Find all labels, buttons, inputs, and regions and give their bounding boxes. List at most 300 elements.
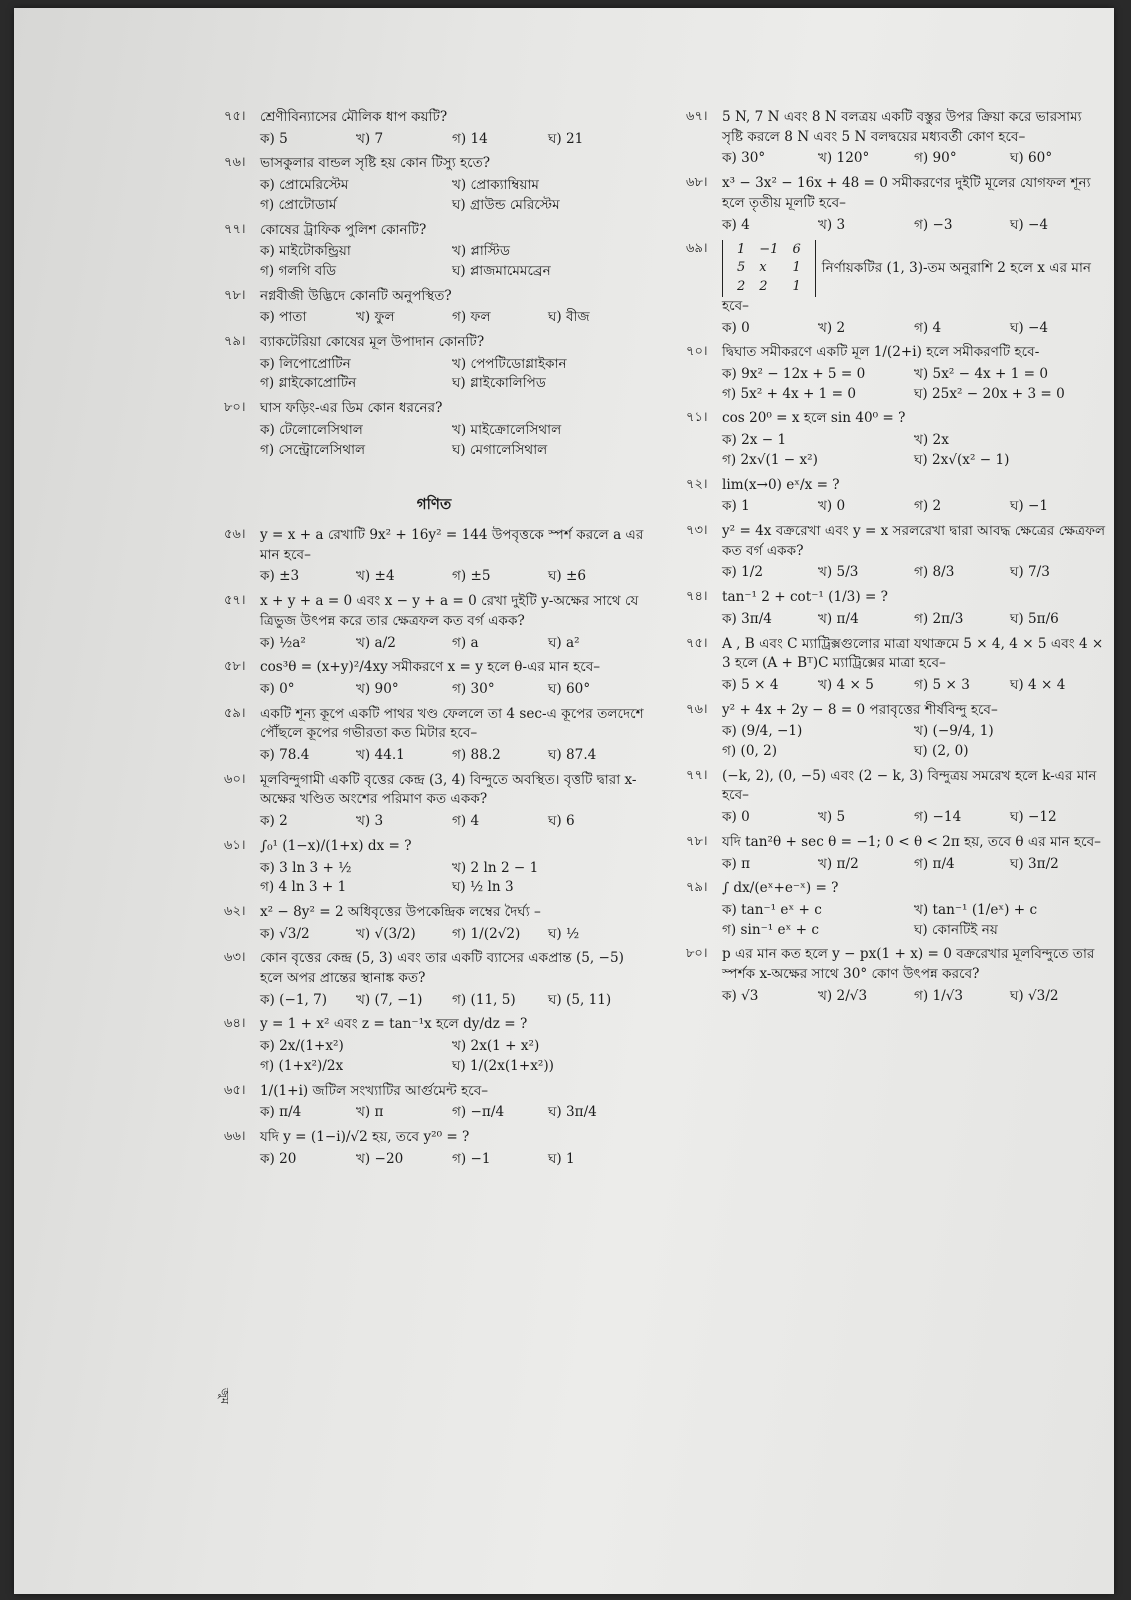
answer-option: গ) 14 bbox=[452, 130, 488, 147]
matrix-cell: 1 bbox=[792, 260, 801, 276]
question-text: (−k, 2), (0, −5) এবং (2 − k, 3) বিন্দুত্রয় সমরেখ হলে k-এর মান হবে– bbox=[722, 767, 1097, 804]
answer-option: ঘ) −12 bbox=[1010, 809, 1057, 826]
question-body bbox=[722, 409, 1106, 429]
question-number: ৭৮। bbox=[224, 287, 246, 303]
answer-option: ক) 0 bbox=[722, 809, 750, 826]
question-text: y = x + a রেখাটি 9x² + 16y² = 144 উপবৃত্তকে স্পর্শ করলে a এর মান হবে– bbox=[260, 527, 644, 563]
option-list bbox=[224, 1037, 644, 1076]
biology-question-list bbox=[224, 108, 644, 460]
determinant-matrix bbox=[722, 240, 816, 297]
question-text: y = 1 + x² এবং z = tan⁻¹x হলে dy/dz = ? bbox=[260, 1016, 528, 1033]
question bbox=[686, 240, 1106, 338]
answer-option: ক) প্রোমেরিস্টেম bbox=[260, 177, 349, 194]
question-stem bbox=[224, 526, 644, 565]
answer-option: ক) 0 bbox=[722, 319, 750, 336]
answer-option: গ) 8/3 bbox=[914, 564, 955, 581]
question-number: ৬০। bbox=[224, 771, 246, 787]
question-body bbox=[722, 833, 1106, 853]
answer-option: খ) প্লাস্টিড bbox=[452, 243, 511, 260]
answer-option: গ) 2π/3 bbox=[914, 610, 964, 627]
question-text: x + y + a = 0 এবং x − y + a = 0 রেখা দুইটি y-অক্ষের সাথে যে ত্রিভুজ উৎপন্ন করে তার ক্ষেত্রফল কত বর্গ একক? bbox=[260, 593, 639, 629]
question-stem bbox=[224, 287, 644, 307]
question-body bbox=[260, 592, 644, 631]
question-number: ৫৯। bbox=[224, 705, 246, 721]
answer-option: খ) 2 ln 2 − 1 bbox=[452, 859, 539, 876]
matrix-cell: 1 bbox=[737, 242, 746, 258]
answer-option: ক) π bbox=[722, 855, 751, 872]
question-text: কোষের ট্রাফিক পুলিশ কোনটি? bbox=[260, 221, 427, 238]
question-text: ভাসকুলার বান্ডল সৃষ্টি হয় কোন টিস্যু হতে? bbox=[260, 155, 491, 172]
answer-option: ঘ) গ্লাইকোলিপিড bbox=[452, 375, 546, 392]
answer-option: গ) (11, 5) bbox=[452, 991, 516, 1008]
matrix-cell: 5 bbox=[737, 260, 746, 276]
question-number: ৭৬। bbox=[224, 155, 246, 171]
answer-option: খ) 3 bbox=[356, 813, 384, 830]
question-body bbox=[722, 767, 1106, 806]
question-text: কোন বৃত্তের কেন্দ্র (5, 3) এবং তার একটি ব্যাসের একপ্রান্ত (5, −5) হলে অপর প্রান্তের স্থানাঙ্ক কত? bbox=[260, 950, 624, 987]
question-body bbox=[260, 333, 644, 353]
question-stem bbox=[224, 771, 644, 810]
answer-option: ক) 2x/(1+x²) bbox=[260, 1038, 344, 1055]
answer-option: ক) √3/2 bbox=[260, 925, 310, 942]
option-list bbox=[224, 1103, 644, 1123]
question bbox=[224, 1082, 644, 1123]
option-list bbox=[224, 355, 644, 394]
answer-option: ঘ) কোনটিই নয় bbox=[914, 921, 998, 938]
question-text: ঘাস ফড়িং-এর ডিম কোন ধরনের? bbox=[260, 400, 443, 417]
question-number: ৮০। bbox=[686, 946, 708, 962]
answer-option: ক) লিপোপ্রোটিন bbox=[260, 355, 351, 372]
answer-option: খ) 2 bbox=[818, 319, 846, 336]
question-text: যদি tan²θ + sec θ = −1; 0 < θ < 2π হয়, তবে θ এর মান হবে– bbox=[722, 833, 1101, 850]
question-number: ৭১। bbox=[686, 410, 708, 426]
question-body bbox=[260, 658, 644, 678]
option-list bbox=[686, 610, 1106, 630]
option-list bbox=[686, 216, 1106, 236]
answer-option: খ) √(3/2) bbox=[356, 925, 416, 942]
question-number: ৮০। bbox=[224, 400, 246, 416]
answer-option: ঘ) 21 bbox=[548, 130, 584, 147]
question bbox=[224, 108, 644, 149]
question-text: নগ্নবীজী উদ্ভিদে কোনটি অনুপস্থিত? bbox=[260, 287, 452, 304]
answer-option: খ) ±4 bbox=[356, 568, 395, 585]
question-stem bbox=[224, 154, 644, 174]
question-stem bbox=[224, 658, 644, 678]
question-text: মূলবিন্দুগামী একটি বৃত্তের কেন্দ্র (3, 4) বিন্দুতে অবস্থিত। বৃত্তটি দ্বারা x-অক্ষের খণ্ডিত অংশের পরিমাণ কত একক? bbox=[260, 771, 637, 808]
answer-option: ক) 20 bbox=[260, 1150, 297, 1167]
answer-option: ঘ) a² bbox=[548, 634, 580, 651]
question-number: ৬৩। bbox=[224, 950, 246, 966]
question-number: ৬৪। bbox=[224, 1016, 246, 1032]
answer-option: ক) 0° bbox=[260, 680, 295, 697]
matrix-cell: 2 bbox=[737, 278, 746, 294]
answer-option: ক) 30° bbox=[722, 150, 766, 167]
question-stem bbox=[686, 879, 1106, 899]
option-list bbox=[224, 991, 644, 1011]
question-stem bbox=[686, 522, 1106, 561]
question-body bbox=[260, 1015, 644, 1035]
answer-option: খ) 4 × 5 bbox=[818, 676, 874, 693]
answer-option: গ) 1/√3 bbox=[914, 987, 964, 1004]
question-text: p এর মান কত হলে y − px(1 + x) = 0 বক্ররেখার মূলবিন্দুতে তার স্পর্শক x-অক্ষের সাথে 30° কোণ উৎপন্ন করবে? bbox=[722, 946, 1095, 983]
answer-option: ক) পাতা bbox=[260, 309, 307, 326]
math-question-list bbox=[224, 526, 644, 1169]
question-body bbox=[722, 701, 1106, 721]
question-body bbox=[260, 221, 644, 241]
question bbox=[686, 476, 1106, 517]
question-body bbox=[722, 174, 1106, 213]
option-list bbox=[686, 987, 1106, 1007]
question bbox=[686, 833, 1106, 874]
right-column bbox=[686, 108, 1106, 1011]
option-list bbox=[224, 242, 644, 281]
question-number: ৭৮। bbox=[686, 833, 708, 849]
question-stem bbox=[224, 949, 644, 988]
answer-option: খ) −20 bbox=[356, 1150, 404, 1167]
answer-option: খ) মাইক্রোলেসিথাল bbox=[452, 421, 562, 438]
question-body bbox=[260, 526, 644, 565]
question bbox=[224, 837, 644, 898]
option-list bbox=[686, 901, 1106, 940]
question-number: ৬৭। bbox=[686, 109, 708, 124]
answer-option: ঘ) 4 × 4 bbox=[1010, 676, 1066, 693]
question-stem bbox=[224, 837, 644, 857]
answer-option: খ) π bbox=[356, 1104, 384, 1121]
question-stem bbox=[686, 174, 1106, 213]
answer-option: গ) গ্লাইকোপ্রোটিন bbox=[260, 375, 357, 392]
question-text: 5 N, 7 N এবং 8 N বলত্রয় একটি বস্তুর উপর ক্রিয়া করে ভারসাম্য সৃষ্টি করলে 8 N এবং 5 N বলদ্বয়ের মধ্যবর্তী কোণ হবে– bbox=[722, 109, 1082, 145]
answer-option: গ) 5x² + 4x + 1 = 0 bbox=[722, 385, 857, 402]
answer-option: ঘ) 60° bbox=[1010, 150, 1053, 167]
question-body bbox=[722, 945, 1106, 984]
question-stem bbox=[686, 833, 1106, 853]
option-list bbox=[224, 925, 644, 945]
answer-option: গ) −14 bbox=[914, 809, 962, 826]
answer-option: খ) 3 bbox=[818, 216, 846, 233]
option-list bbox=[224, 421, 644, 460]
answer-option: ক) ±3 bbox=[260, 568, 300, 585]
question-stem bbox=[224, 1128, 644, 1148]
answer-option: ঘ) 1 bbox=[548, 1150, 575, 1167]
question-body bbox=[260, 108, 644, 128]
answer-option: গ) গলগি বডি bbox=[260, 262, 337, 279]
answer-option: খ) tan⁻¹ (1/eˣ) + c bbox=[914, 901, 1038, 918]
question-text: ∫ dx/(eˣ+e⁻ˣ) = ? bbox=[722, 880, 839, 897]
option-list bbox=[224, 680, 644, 700]
left-column bbox=[224, 108, 644, 1174]
question-stem bbox=[686, 945, 1106, 984]
option-list bbox=[686, 808, 1106, 828]
matrix-cell: −1 bbox=[759, 242, 779, 258]
answer-option: খ) প্রোক্যাম্বিয়াম bbox=[452, 177, 539, 194]
answer-option: ঘ) মেগালেসিথাল bbox=[452, 441, 548, 458]
answer-option: গ) sin⁻¹ eˣ + c bbox=[722, 921, 820, 938]
answer-option: ক) 3 ln 3 + ½ bbox=[260, 859, 352, 876]
answer-option: ঘ) গ্রাউন্ড মেরিস্টেম bbox=[452, 196, 560, 213]
answer-option: ক) 9x² − 12x + 5 = 0 bbox=[722, 366, 866, 383]
question bbox=[686, 108, 1106, 169]
question-stem bbox=[224, 1082, 644, 1102]
option-list bbox=[686, 855, 1106, 875]
answer-option: গ) −π/4 bbox=[452, 1104, 505, 1121]
question-body bbox=[260, 154, 644, 174]
question-body bbox=[260, 1128, 644, 1148]
question-number: ৭৭। bbox=[224, 221, 246, 237]
question-text: একটি শূন্য কূপে একটি পাথর খণ্ড ফেললে তা 4 sec-এ কূপের তলদেশে পৌঁছলে কূপের গভীরতা কত মিটার হবে– bbox=[260, 705, 644, 742]
question-text: A , B এবং C ম্যাট্রিক্সগুলোর মাত্রা যথাক্রমে 5 × 4, 4 × 5 এবং 4 × 3 হলে (A + Bᵀ)C ম্যাট্রিক্সের মাত্রা হবে– bbox=[722, 635, 1104, 672]
answer-option: ঘ) −1 bbox=[1010, 498, 1049, 515]
option-list bbox=[686, 319, 1106, 339]
answer-option: ক) π/4 bbox=[260, 1104, 302, 1121]
question-stem bbox=[686, 409, 1106, 429]
question-number: ৬২। bbox=[224, 903, 246, 919]
question-text: x² − 8y² = 2 অধিবৃত্তের উপকেন্দ্রিক লম্বের দৈর্ঘ্য – bbox=[260, 903, 541, 920]
question bbox=[686, 409, 1106, 470]
question-number: ৭৫। bbox=[224, 109, 246, 124]
matrix-cell: 2 bbox=[759, 278, 768, 294]
question bbox=[224, 903, 644, 944]
question-text: tan⁻¹ 2 + cot⁻¹ (1/3) = ? bbox=[722, 589, 888, 606]
answer-option: ঘ) −4 bbox=[1010, 216, 1049, 233]
question-text: y² = 4x বক্ররেখা এবং y = x সরলরেখা দ্বারা আবদ্ধ ক্ষেত্রের ক্ষেত্রফল কত বর্গ একক? bbox=[722, 523, 1106, 559]
question bbox=[686, 879, 1106, 940]
question-stem bbox=[224, 705, 644, 744]
question-body bbox=[260, 949, 644, 988]
question bbox=[224, 658, 644, 699]
question-body bbox=[260, 837, 644, 857]
question-text: 1/(1+i) জটিল সংখ্যাটির আর্গুমেন্ট হবে– bbox=[260, 1082, 489, 1099]
question bbox=[224, 333, 644, 394]
answer-option: গ) 4 bbox=[452, 813, 480, 830]
question-body bbox=[260, 1082, 644, 1102]
question bbox=[224, 1015, 644, 1076]
question bbox=[224, 771, 644, 832]
answer-option: গ) 90° bbox=[914, 150, 957, 167]
answer-option: ক) 3π/4 bbox=[722, 610, 772, 627]
question-number: ৭৩। bbox=[686, 523, 708, 538]
section-title: গণিত bbox=[416, 495, 452, 514]
answer-option: গ) ফল bbox=[452, 309, 491, 326]
question-stem bbox=[686, 476, 1106, 496]
answer-option: গ) 4 ln 3 + 1 bbox=[260, 879, 347, 896]
answer-option: গ) সেন্ট্রোলেসিথাল bbox=[260, 441, 366, 458]
question-body bbox=[722, 240, 1106, 316]
option-list bbox=[224, 567, 644, 587]
question bbox=[686, 522, 1106, 583]
answer-option: ঘ) √3/2 bbox=[1010, 987, 1059, 1004]
question-text: নির্ণায়কটির (1, 3)-তম অনুরাশি 2 হলে x এর মান হবে– bbox=[722, 260, 1092, 314]
question-text: cos 20⁰ = x হলে sin 40⁰ = ? bbox=[722, 410, 906, 427]
question-text: যদি y = (1−i)/√2 হয়, তবে y²⁰ = ? bbox=[260, 1128, 470, 1145]
answer-option: খ) π/2 bbox=[818, 855, 859, 872]
answer-option: গ) −1 bbox=[452, 1150, 491, 1167]
answer-option: খ) 2x(1 + x²) bbox=[452, 1038, 540, 1055]
side-mark: জুম bbox=[218, 1388, 231, 1404]
question bbox=[224, 287, 644, 328]
question bbox=[224, 526, 644, 587]
answer-option: ঘ) 7/3 bbox=[1010, 564, 1050, 581]
answer-option: ঘ) প্লাজমামেমব্রেন bbox=[452, 262, 551, 279]
question-body bbox=[260, 287, 644, 307]
question-body bbox=[260, 771, 644, 810]
answer-option: খ) 120° bbox=[818, 150, 870, 167]
option-list bbox=[686, 365, 1106, 404]
answer-option: গ) (1+x²)/2x bbox=[260, 1057, 344, 1074]
question-stem bbox=[686, 767, 1106, 806]
answer-option: ক) 78.4 bbox=[260, 747, 310, 764]
question-body bbox=[722, 522, 1106, 561]
matrix-cell: x bbox=[759, 260, 767, 276]
answer-option: গ) ±5 bbox=[452, 568, 491, 585]
question bbox=[224, 154, 644, 215]
answer-option: ঘ) ½ bbox=[548, 925, 580, 942]
answer-option: গ) 1/(2√2) bbox=[452, 925, 521, 942]
answer-option: খ) 2x bbox=[914, 432, 949, 449]
answer-option: ঘ) ½ ln 3 bbox=[452, 879, 514, 896]
question bbox=[686, 945, 1106, 1006]
option-list bbox=[224, 176, 644, 215]
question-stem bbox=[686, 343, 1106, 363]
question-number: ৭৫। bbox=[686, 635, 708, 651]
matrix-cell: 1 bbox=[792, 278, 801, 294]
question bbox=[224, 399, 644, 460]
answer-option: খ) 5x² − 4x + 1 = 0 bbox=[914, 366, 1049, 383]
answer-option: খ) (7, −1) bbox=[356, 991, 423, 1008]
question bbox=[224, 949, 644, 1010]
question-number: ৫৬। bbox=[224, 527, 246, 542]
answer-option: ঘ) 87.4 bbox=[548, 747, 597, 764]
option-list bbox=[224, 746, 644, 766]
question-text: দ্বিঘাত সমীকরণে একটি মূল 1/(2+i) হলে সমীকরণটি হবে- bbox=[722, 344, 1040, 361]
question bbox=[686, 635, 1106, 696]
answer-option: ক) ½a² bbox=[260, 634, 306, 651]
answer-option: ঘ) 25x² − 20x + 3 = 0 bbox=[914, 385, 1065, 402]
question-stem bbox=[224, 221, 644, 241]
question bbox=[224, 592, 644, 653]
question-stem bbox=[686, 701, 1106, 721]
question bbox=[224, 1128, 644, 1169]
option-list bbox=[224, 634, 644, 654]
question-number: ৭৬। bbox=[686, 701, 708, 717]
question-stem bbox=[224, 1015, 644, 1035]
question bbox=[224, 221, 644, 282]
answer-option: গ) 5 × 3 bbox=[914, 676, 970, 693]
question bbox=[686, 767, 1106, 828]
question-stem bbox=[224, 592, 644, 631]
question-body bbox=[722, 343, 1106, 363]
answer-option: ক) মাইটোকন্ড্রিয়া bbox=[260, 243, 351, 260]
answer-option: খ) ফুল bbox=[356, 309, 395, 326]
answer-option: খ) 0 bbox=[818, 498, 846, 515]
answer-option: ক) 1 bbox=[722, 498, 750, 515]
answer-option: খ) π/4 bbox=[818, 610, 859, 627]
option-list bbox=[686, 676, 1106, 696]
answer-option: ঘ) 3π/2 bbox=[1010, 855, 1059, 872]
answer-option: গ) π/4 bbox=[914, 855, 955, 872]
answer-option: ঘ) বীজ bbox=[548, 309, 590, 326]
right-question-list bbox=[686, 108, 1106, 1006]
answer-option: খ) 90° bbox=[356, 680, 399, 697]
answer-option: খ) 5/3 bbox=[818, 564, 859, 581]
question-text: x³ − 3x² − 16x + 48 = 0 সমীকরণের দুইটি মূলের যোগফল শূন্য হলে তৃতীয় মূলটি হবে– bbox=[722, 175, 1091, 211]
answer-option: ক) 5 × 4 bbox=[722, 676, 779, 693]
answer-option: ঘ) (5, 11) bbox=[548, 991, 612, 1008]
question bbox=[686, 701, 1106, 762]
answer-option: ঘ) (2, 0) bbox=[914, 743, 969, 760]
question-number: ৭০। bbox=[686, 344, 708, 360]
answer-option: খ) a/2 bbox=[356, 634, 396, 651]
answer-option: ক) √3 bbox=[722, 987, 759, 1004]
question-body bbox=[260, 903, 644, 923]
answer-option: ক) (−1, 7) bbox=[260, 991, 328, 1008]
answer-option: ঘ) 1/(2x(1+x²)) bbox=[452, 1057, 554, 1074]
answer-option: ঘ) 60° bbox=[548, 680, 591, 697]
answer-option: গ) 30° bbox=[452, 680, 495, 697]
option-list bbox=[224, 812, 644, 832]
option-list bbox=[224, 130, 644, 150]
question-number: ৭৯। bbox=[686, 880, 708, 896]
answer-option: ঘ) 3π/4 bbox=[548, 1104, 597, 1121]
answer-option: গ) 4 bbox=[914, 319, 942, 336]
answer-option: গ) −3 bbox=[914, 216, 953, 233]
question-number: ৬৫। bbox=[224, 1082, 246, 1098]
answer-option: ক) 4 bbox=[722, 216, 750, 233]
answer-option: খ) 44.1 bbox=[356, 747, 405, 764]
answer-option: খ) (−9/4, 1) bbox=[914, 723, 994, 740]
answer-option: ক) 5 bbox=[260, 130, 288, 147]
question bbox=[686, 343, 1106, 404]
question-stem bbox=[686, 588, 1106, 608]
answer-option: গ) (0, 2) bbox=[722, 743, 778, 760]
answer-option: ঘ) −4 bbox=[1010, 319, 1049, 336]
question-stem bbox=[686, 240, 1106, 316]
answer-option: খ) 7 bbox=[356, 130, 384, 147]
question-number: ৭৯। bbox=[224, 334, 246, 350]
option-list bbox=[224, 1150, 644, 1170]
option-list bbox=[686, 431, 1106, 470]
answer-option: গ) 2x√(1 − x²) bbox=[722, 451, 818, 468]
question-body bbox=[722, 879, 1106, 899]
option-list bbox=[224, 308, 644, 328]
question-body bbox=[722, 108, 1106, 147]
question-body bbox=[260, 705, 644, 744]
question-stem bbox=[224, 399, 644, 419]
option-list bbox=[686, 722, 1106, 761]
question-text: শ্রেণীবিন্যাসের মৌলিক ধাপ কয়টি? bbox=[260, 109, 448, 125]
question-number: ৭৭। bbox=[686, 767, 708, 783]
question-body bbox=[722, 476, 1106, 496]
answer-option: ঘ) 2x√(x² − 1) bbox=[914, 451, 1010, 468]
answer-option: ঘ) 5π/6 bbox=[1010, 610, 1059, 627]
answer-option: ক) tan⁻¹ eˣ + c bbox=[722, 901, 822, 918]
question-stem bbox=[686, 108, 1106, 147]
answer-option: গ) 2 bbox=[914, 498, 942, 515]
question-text: y² + 4x + 2y − 8 = 0 পরাবৃত্তের শীর্ষবিন্দু হবে– bbox=[722, 701, 998, 718]
option-list bbox=[686, 149, 1106, 169]
answer-option: ঘ) 6 bbox=[548, 813, 575, 830]
question-stem bbox=[224, 108, 644, 128]
question-body bbox=[722, 635, 1106, 674]
matrix-cell: 6 bbox=[792, 242, 801, 258]
answer-option: গ) প্রোটোডার্ম bbox=[260, 196, 337, 213]
question-body bbox=[260, 399, 644, 419]
question-number: ৭২। bbox=[686, 476, 708, 492]
answer-option: ক) 1/2 bbox=[722, 564, 764, 581]
question-number: ৭৪। bbox=[686, 589, 708, 605]
answer-option: ক) 2x − 1 bbox=[722, 432, 787, 449]
answer-option: গ) 88.2 bbox=[452, 747, 501, 764]
question bbox=[686, 174, 1106, 235]
